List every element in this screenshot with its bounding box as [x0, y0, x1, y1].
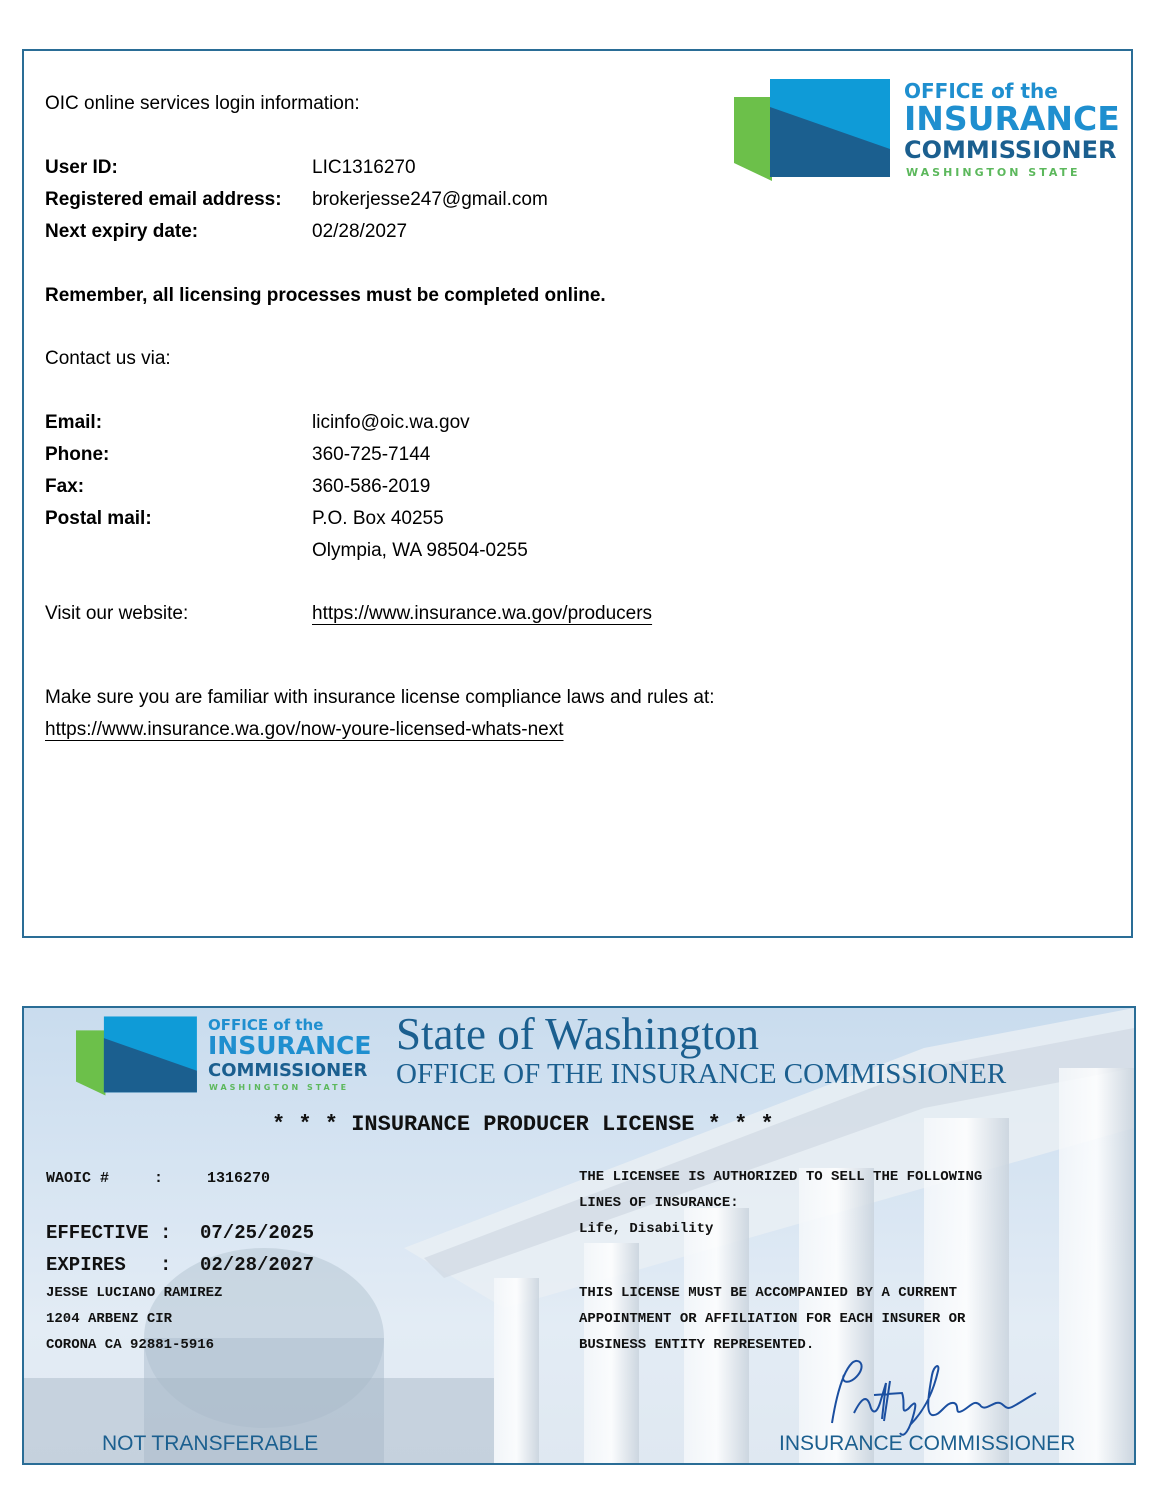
license-title: * * * INSURANCE PRODUCER LICENSE * * * [272, 1112, 774, 1137]
registered-email-label: Registered email address: [45, 189, 282, 210]
contact-heading: Contact us via: [45, 348, 171, 369]
card-oic-logo [76, 1016, 376, 1096]
phone-value: 360-725-7144 [312, 444, 431, 465]
logo-line-insurance: INSURANCE [904, 99, 1120, 138]
notice-line-3: BUSINESS ENTITY REPRESENTED. [579, 1337, 815, 1353]
postal-line-2: Olympia, WA 98504-0255 [312, 540, 528, 561]
expires-label: EXPIRES : [46, 1254, 172, 1276]
authorized-line-2: LINES OF INSURANCE: [579, 1195, 739, 1211]
card-logo-line-state: WASHINGTON STATE [209, 1083, 350, 1092]
insurance-commissioner-label: INSURANCE COMMISSIONER [779, 1432, 1076, 1455]
waoic-value: 1316270 [207, 1170, 271, 1187]
expiry-date-label: Next expiry date: [45, 221, 199, 242]
contact-email-value[interactable]: licinfo@oic.wa.gov [312, 412, 470, 433]
expires-value: 02/28/2027 [200, 1254, 315, 1276]
commissioner-signature [814, 1353, 1044, 1443]
notice-line-1: THIS LICENSE MUST BE ACCOMPANIED BY A CURRENT [579, 1285, 958, 1301]
card-logo-line-insurance: INSURANCE [208, 1031, 372, 1060]
state-title: State of Washington [396, 1009, 760, 1059]
contact-email-label: Email: [45, 412, 103, 433]
user-id-value: LIC1316270 [312, 157, 416, 178]
not-transferable-label: NOT TRANSFERABLE [102, 1432, 319, 1455]
card-logo-line-office: OFFICE of the [208, 1016, 324, 1034]
compliance-link[interactable]: https://www.insurance.wa.gov/now-youre-licensed-whats-next [45, 719, 564, 740]
oic-logo-mark-icon [734, 79, 894, 181]
login-info-panel [22, 49, 1133, 938]
waoic-label: WAOIC # : [46, 1170, 164, 1187]
holder-name: JESSE LUCIANO RAMIREZ [46, 1285, 223, 1301]
website-label: Visit our website: [45, 603, 189, 624]
authorized-line-1: THE LICENSEE IS AUTHORIZED TO SELL THE FOLLOWING [579, 1169, 983, 1185]
expiry-date-value: 02/28/2027 [312, 221, 408, 242]
logo-line-state: WASHINGTON STATE [906, 166, 1081, 179]
card-logo-line-commissioner: COMMISSIONER [208, 1060, 368, 1081]
holder-address-line-1: 1204 ARBENZ CIR [46, 1311, 173, 1327]
registered-email-value: brokerjesse247@gmail.com [312, 189, 548, 210]
fax-value: 360-586-2019 [312, 476, 431, 497]
login-heading: OIC online services login information: [45, 93, 360, 114]
office-title: OFFICE OF THE INSURANCE COMMISSIONER [396, 1058, 1007, 1090]
effective-value: 07/25/2025 [200, 1222, 315, 1244]
phone-label: Phone: [45, 444, 110, 465]
compliance-text: Make sure you are familiar with insurance license compliance laws and rules at: [45, 687, 715, 708]
holder-address-line-2: CORONA CA 92881-5916 [46, 1337, 215, 1353]
fax-label: Fax: [45, 476, 85, 497]
user-id-label: User ID: [45, 157, 118, 178]
postal-line-1: P.O. Box 40255 [312, 508, 444, 529]
notice-line-2: APPOINTMENT OR AFFILIATION FOR EACH INSURER OR [579, 1311, 966, 1327]
logo-line-commissioner: COMMISSIONER [904, 136, 1117, 164]
postal-label: Postal mail: [45, 508, 152, 529]
logo-line-office: OFFICE of the [904, 79, 1058, 103]
card-logo-mark-icon [76, 1016, 200, 1096]
online-reminder: Remember, all licensing processes must be completed online. [45, 285, 606, 306]
producer-license-card [22, 1006, 1136, 1465]
effective-label: EFFECTIVE : [46, 1222, 172, 1244]
oic-logo [734, 79, 1120, 181]
lines-of-insurance: Life, Disability [579, 1221, 714, 1237]
website-link[interactable]: https://www.insurance.wa.gov/producers [312, 603, 653, 624]
